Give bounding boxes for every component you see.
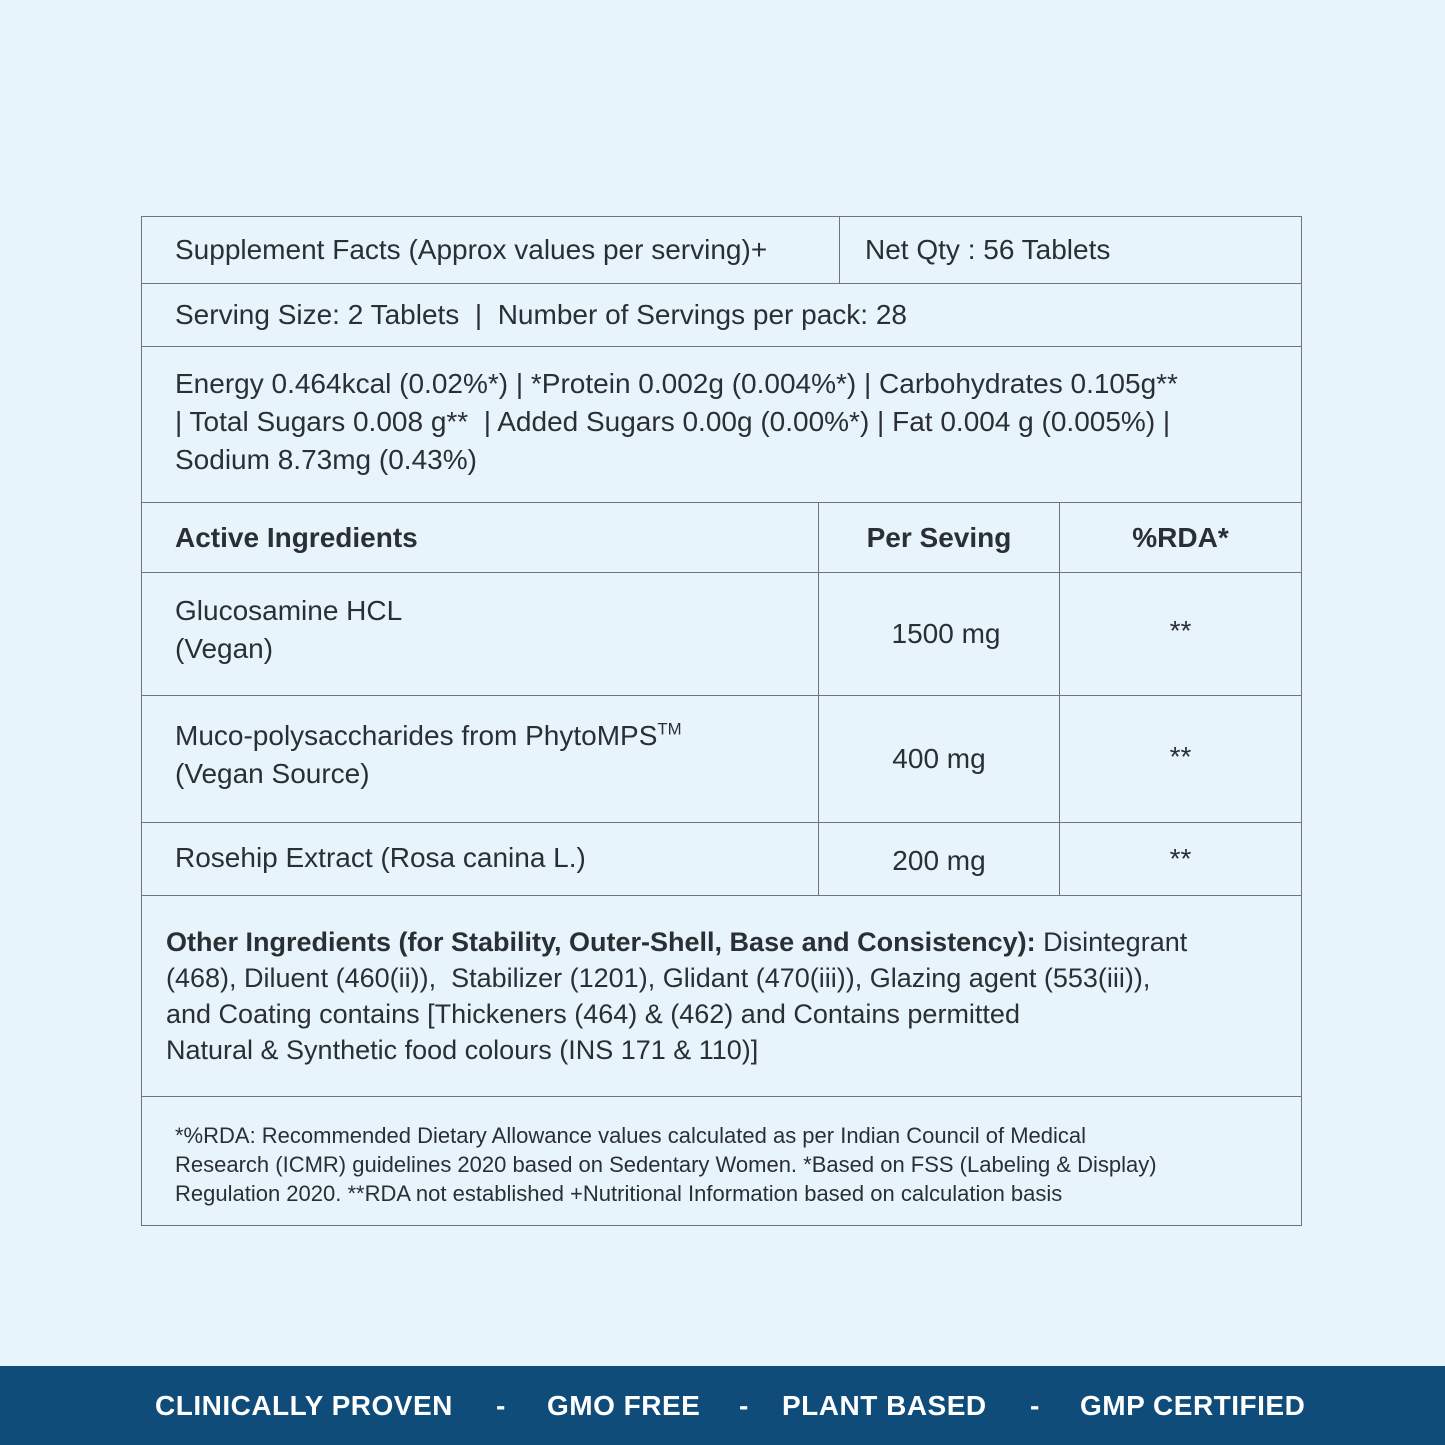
other-ingredients <box>166 924 1286 1068</box>
header-row <box>142 217 1301 284</box>
ingredient-name-line: (Vegan Source) <box>175 758 370 789</box>
footnote-line: Research (ICMR) guidelines 2020 based on Sedentary Women. *Based on FSS (Labeling & Display) <box>175 1152 1157 1177</box>
ingredient-name-line: Rosehip Extract (Rosa canina L.) <box>175 842 586 873</box>
ingredient-name-text: Muco-polysaccharides from PhytoMPS <box>175 720 658 751</box>
ingredient-amount <box>818 573 1059 695</box>
serving-text: Serving Size: 2 Tablets | Number of Servings per pack: 28 <box>175 299 908 330</box>
serving-cell <box>175 284 1275 346</box>
table-row <box>142 823 1301 896</box>
nutrition-row <box>142 347 1301 503</box>
supplement-facts-title <box>175 217 835 283</box>
ingredient-name-line: (Vegan) <box>175 633 274 664</box>
ingredient-name-line <box>175 717 815 755</box>
column-header-rda-label: %RDA* <box>1132 521 1229 553</box>
column-header-ingredients <box>175 503 815 572</box>
net-qty-cell <box>839 217 1301 283</box>
claim-separator: - <box>1030 1390 1040 1421</box>
nutrition-line: Energy 0.464kcal (0.02%*) | *Protein 0.002g (0.004%*) | Carbohydrates 0.105g** <box>175 368 1178 399</box>
ingredient-rda <box>1059 696 1301 822</box>
footnote-row <box>142 1097 1301 1225</box>
ingredient-rda-text: ** <box>1169 843 1192 874</box>
other-ingredients-line: (468), Diluent (460(ii)), Stabilizer (1201), Glidant (470(iii)), Glazing agent (553(iii)), <box>166 963 1151 993</box>
supplement-facts-title-text: Supplement Facts (Approx values per serving)+ <box>175 234 768 265</box>
column-header-per-serving <box>818 503 1059 572</box>
nutrition-info <box>175 365 1295 479</box>
other-ingredients-line: and Coating contains [Thickeners (464) & (462) and Contains permitted <box>166 999 1020 1029</box>
table-header-row <box>142 503 1301 573</box>
ingredient-rda-text: ** <box>1169 615 1192 646</box>
footnote-line: Regulation 2020. **RDA not established +Nutritional Information based on calculation basis <box>175 1181 1063 1206</box>
ingredient-amount-text: 400 mg <box>892 743 986 774</box>
ingredient-rda-text: ** <box>1169 741 1192 772</box>
table-row <box>142 573 1301 696</box>
ingredient-amount-text: 200 mg <box>892 845 986 876</box>
column-header-rda <box>1059 503 1301 572</box>
column-header-per-serving-label: Per Seving <box>866 521 1012 553</box>
net-qty-text: Net Qty : 56 Tablets <box>865 234 1111 265</box>
claim-plant-based: PLANT BASED <box>782 1390 987 1421</box>
ingredient-name <box>175 717 815 793</box>
ingredient-name-line: Glucosamine HCL <box>175 595 403 626</box>
claim-separator: - <box>739 1390 749 1421</box>
claim-separator: - <box>496 1390 506 1421</box>
ingredient-amount <box>818 696 1059 822</box>
claim-gmo-free: GMO FREE <box>547 1390 701 1421</box>
ingredient-rda <box>1059 573 1301 695</box>
ingredient-rda <box>1059 823 1301 895</box>
nutrition-line: Sodium 8.73mg (0.43%) <box>175 444 477 475</box>
footnote-line: *%RDA: Recommended Dietary Allowance values calculated as per Indian Council of Medical <box>175 1123 1087 1148</box>
other-ingredients-line <box>166 924 1286 960</box>
supplement-facts-panel <box>141 216 1302 1226</box>
rda-footnote <box>175 1121 1285 1208</box>
trademark-symbol: TM <box>657 719 682 739</box>
claims-banner <box>0 1366 1445 1445</box>
other-ingredients-line: Natural & Synthetic food colours (INS 171 & 110)] <box>166 1035 759 1065</box>
other-ingredients-row <box>142 896 1301 1097</box>
claim-gmp-certified: GMP CERTIFIED <box>1080 1390 1306 1421</box>
ingredient-amount <box>818 823 1059 895</box>
ingredient-amount-text: 1500 mg <box>891 618 1001 649</box>
other-ingredients-label: Other Ingredients (for Stability, Outer-Shell, Base and Consistency): <box>166 927 1036 957</box>
ingredient-name <box>175 592 815 668</box>
table-row <box>142 696 1301 823</box>
ingredient-name <box>175 839 815 877</box>
other-ingredients-text: Disintegrant <box>1035 927 1188 957</box>
column-header-ingredients-label: Active Ingredients <box>175 521 418 553</box>
claim-clinically-proven: CLINICALLY PROVEN <box>155 1390 453 1421</box>
nutrition-line: | Total Sugars 0.008 g** | Added Sugars 0.00g (0.00%*) | Fat 0.004 g (0.005%) | <box>175 406 1171 437</box>
serving-row <box>142 284 1301 347</box>
